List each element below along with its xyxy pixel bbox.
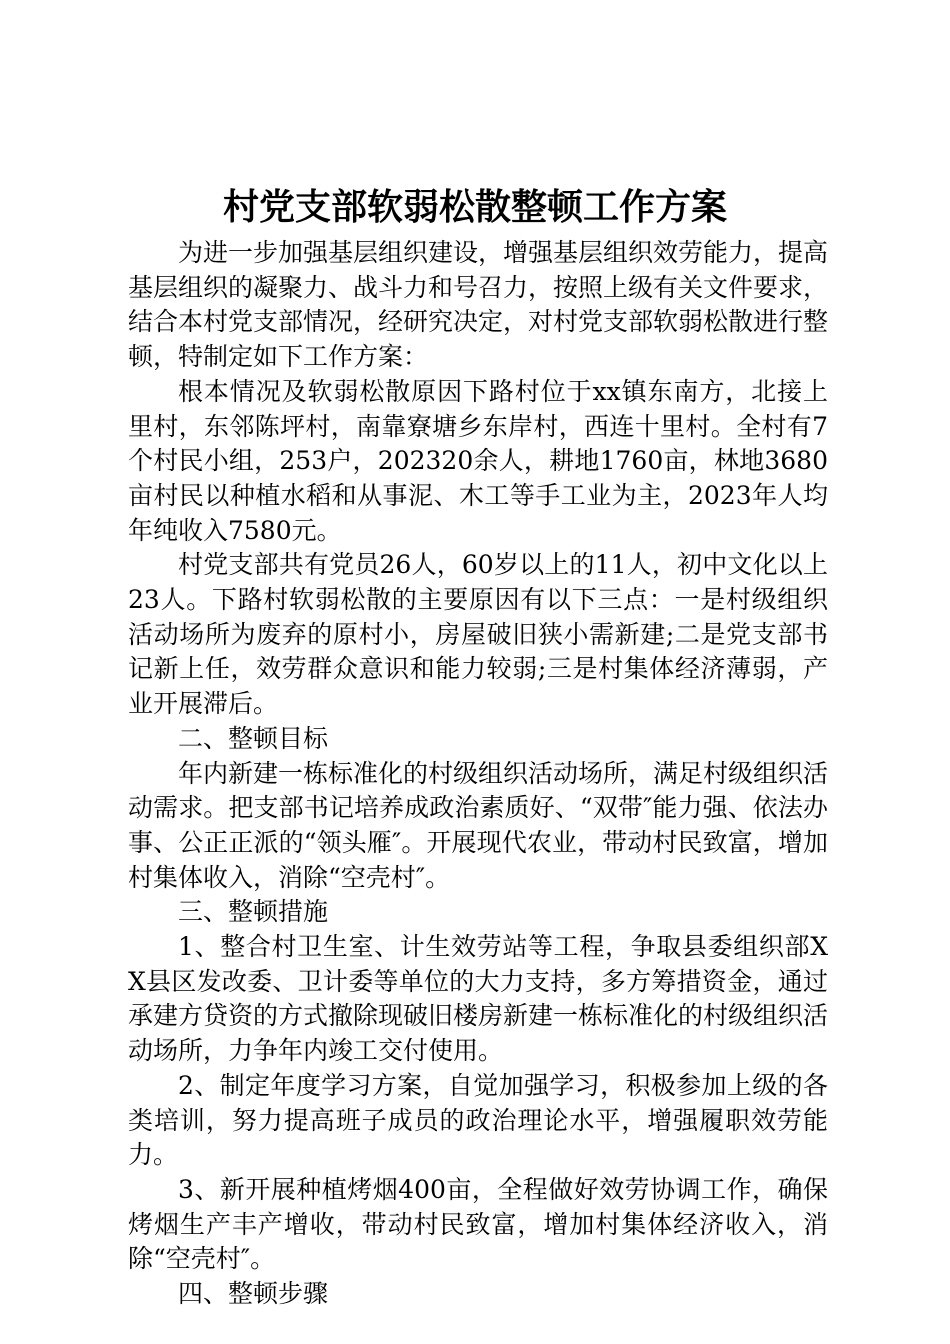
paragraph-intro: 为进一步加强基层组织建设，增强基层组织效劳能力，提高基层组织的凝聚力、战斗力和号召力，按照上级有关文件要求，结合本村党支部情况，经研究决定，对村党支部软弱松散进行整顿，特制定如下工作方案： — [128, 238, 829, 372]
section-heading-steps: 四、整顿步骤 — [178, 1279, 329, 1309]
paragraph-measure-3: 3、新开展种植烤烟400亩，全程做好效劳协调工作，确保烤烟生产丰产增收，带动村民致富，增加村集体经济收入，消除“空壳村″。 — [128, 1174, 828, 1274]
section-heading-goals: 二、整顿目标 — [178, 723, 329, 753]
document-body — [128, 236, 828, 1312]
paragraph-measure-2: 2、制定年度学习方案，自觉加强学习，积极参加上级的各类培训，努力提高班子成员的政治理论水平，增强履职效劳能力。 — [128, 1070, 828, 1170]
section-heading-measures: 三、整顿措施 — [178, 897, 329, 927]
paragraph-party-members: 村党支部共有党员26人，60岁以上的11人，初中文化以上23人。下路村软弱松散的主要原因有以下三点：一是村级组织活动场所为废弃的原村小，房屋破旧狭小需新建;二是党支部书记新上任，效劳群众意识和能力较弱;三是村集体经济薄弱，产业开展滞后。 — [128, 550, 828, 719]
document-title: 村党支部软弱松散整顿工作方案 — [222, 186, 727, 228]
paragraph-goals: 年内新建一栋标准化的村级组织活动场所，满足村级组织活动需求。把支部书记培养成政治素质好、“双带″能力强、依法办事、公正正派的“领头雁″。开展现代农业，带动村民致富，增加村集体收入，消除“空壳村″。 — [128, 758, 829, 892]
paragraph-basic-situation: 根本情况及软弱松散原因下路村位于xx镇东南方，北接上里村，东邻陈坪村，南靠寮塘乡东岸村，西连十里村。全村有7个村民小组，253户，202320余人，耕地1760亩，林地3680亩村民以种植水稻和从事泥、木工等手工业为主，2023年人均年纯收入7580元。 — [128, 376, 828, 545]
paragraph-measure-1: 1、整合村卫生室、计生效劳站等工程，争取县委组织部XX县区发改委、卫计委等单位的大力支持，多方筹措资金，通过承建方贷资的方式撤除现破旧楼房新建一栋标准化的村级组织活动场所，力争年内竣工交付使用。 — [128, 932, 829, 1066]
